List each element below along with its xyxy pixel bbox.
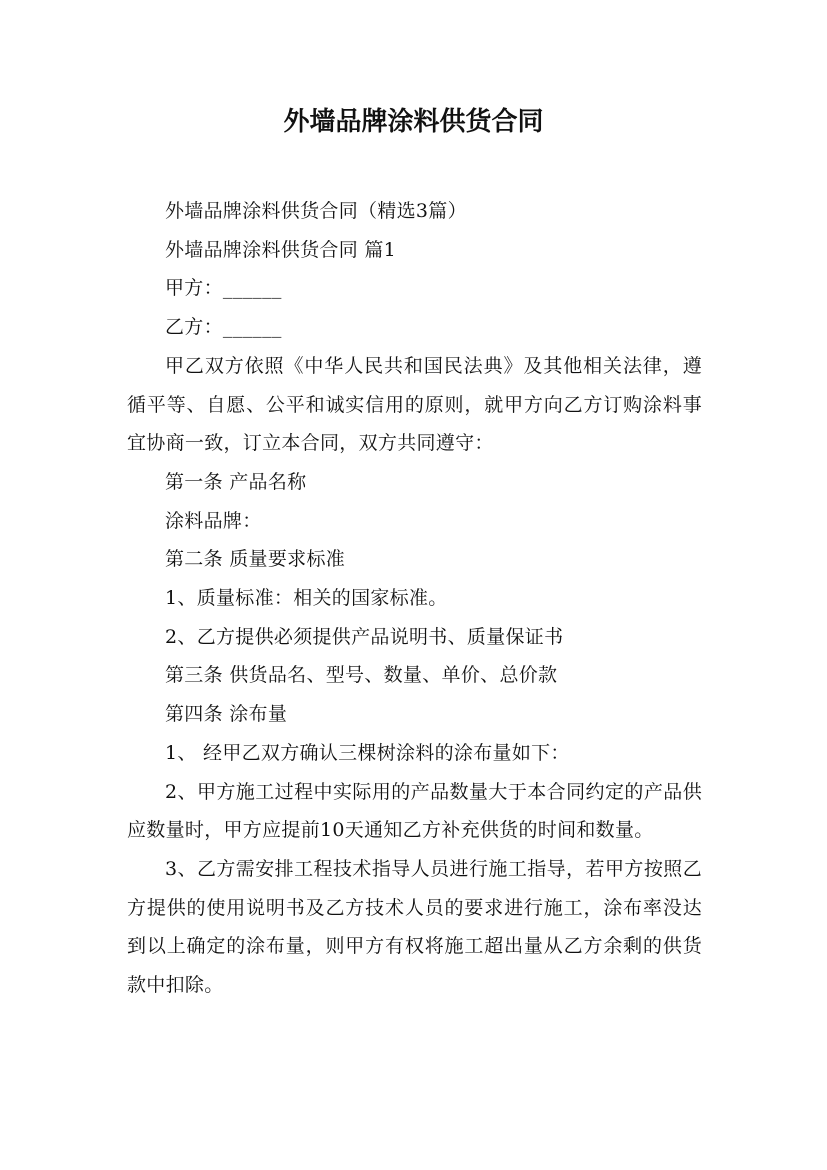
paragraph-article-2: 第二条 质量要求标准 [165,548,346,571]
paragraph-coverage-1: 1、 经甲乙双方确认三棵树涂料的涂布量如下： [165,741,570,764]
document-body [127,192,702,1005]
paragraph-coverage-3: 3、乙方需安排工程技术指导人员进行施工指导，若甲方按照乙方提供的使用说明书及乙方技术人员的要求进行施工，涂布率没达到以上确定的涂布量，则甲方有权将施工超出量从乙方余剩的供货款中扣除。 [127,857,702,997]
paragraph-documentation: 2、乙方提供必须提供产品说明书、质量保证书 [165,625,564,648]
paragraph-article-4: 第四条 涂布量 [165,703,288,726]
paragraph-party-a: 甲方：______ [165,277,282,300]
paragraph-article-1: 第一条 产品名称 [165,470,307,493]
paragraph-section-heading: 外墙品牌涂料供货合同 篇1 [165,238,397,261]
document-title: 外墙品牌涂料供货合同 [283,107,544,137]
paragraph-brand: 涂料品牌： [165,509,262,532]
paragraph-preamble: 甲乙双方依照《中华人民共和国民法典》及其他相关法律，遵循平等、自愿、公平和诚实信用的原则，就甲方向乙方订购涂料事宜协商一致，订立本合同，双方共同遵守： [127,354,702,455]
paragraph-coverage-2: 2、甲方施工过程中实际用的产品数量大于本合同约定的产品供应数量时，甲方应提前10天通知乙方补充供货的时间和数量。 [127,780,702,842]
paragraph-subtitle: 外墙品牌涂料供货合同（精选3篇） [165,200,467,222]
paragraph-quality-standard: 1、质量标准：相关的国家标准。 [165,587,448,610]
paragraph-article-3: 第三条 供货品名、型号、数量、单价、总价款 [165,664,558,687]
paragraph-party-b: 乙方：______ [165,316,282,339]
